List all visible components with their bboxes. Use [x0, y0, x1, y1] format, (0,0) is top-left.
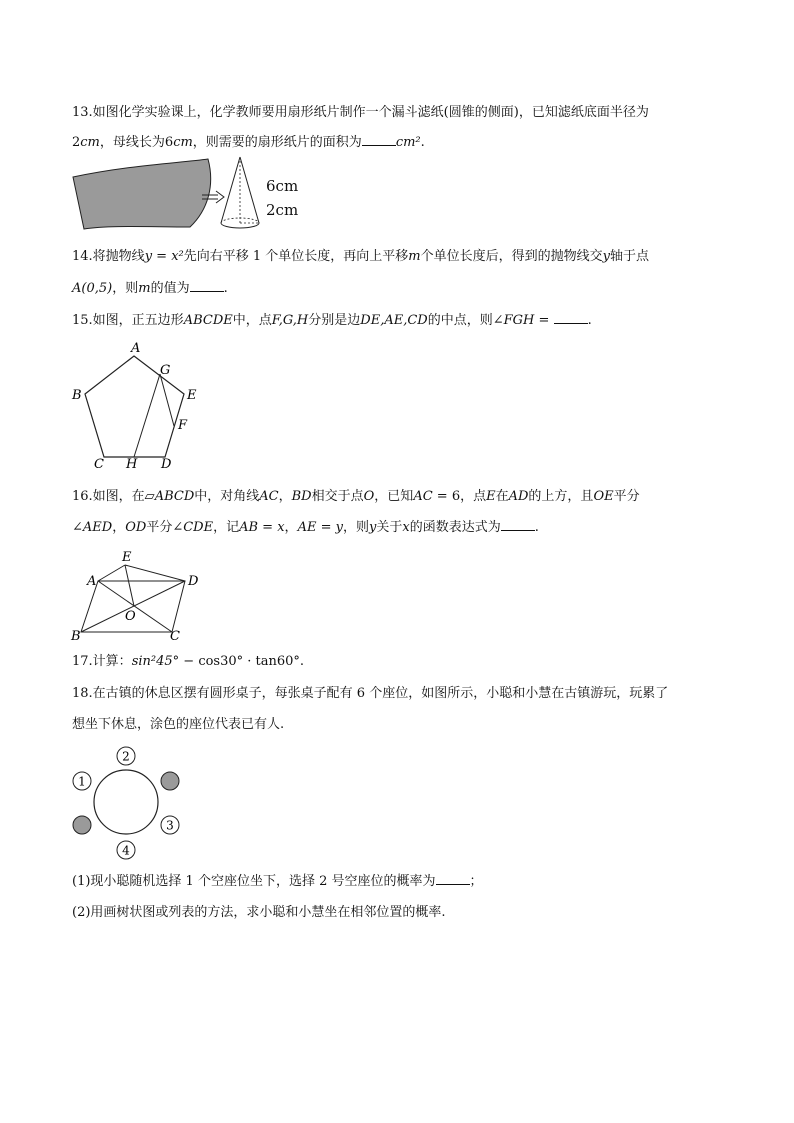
q15-angle: FGH	[503, 313, 535, 328]
seat-occupied-left	[73, 816, 91, 834]
q16-text7: 平分	[613, 489, 640, 504]
q15-text2: 中，点	[232, 313, 272, 328]
label-O: O	[125, 609, 136, 624]
q16-o: O	[363, 489, 375, 504]
q16-eq6: = 6，点	[432, 489, 487, 504]
q18-answer-blank[interactable]	[436, 872, 470, 885]
q16-angle1: ∠	[72, 520, 83, 535]
q16-text11: 关于	[376, 520, 403, 535]
q16-period: .	[534, 520, 539, 535]
q14-m2: m	[138, 281, 151, 296]
label-A: A	[87, 574, 97, 589]
q15-line1	[72, 311, 592, 331]
q15-eq: =	[534, 313, 554, 328]
q13-figure	[70, 155, 320, 235]
q14-y: y	[602, 249, 610, 264]
q16-ad: AD	[508, 489, 529, 504]
q14-text5: ，则	[112, 281, 139, 296]
q16-text3: 相交于点	[311, 489, 364, 504]
q14-line1	[72, 247, 649, 267]
q14-m: m	[408, 249, 421, 264]
q14-line2	[72, 279, 228, 299]
q18-sub1	[72, 872, 483, 892]
cone	[221, 157, 259, 228]
seat-occupied-right	[161, 772, 179, 790]
q14-period: .	[223, 281, 228, 296]
label-C: C	[170, 629, 180, 644]
q18-figure	[66, 744, 186, 864]
q16-text9: ，记	[213, 520, 240, 535]
q13-answer-blank[interactable]	[362, 133, 396, 146]
q16-ac: AC	[259, 489, 279, 504]
q15-answer-blank[interactable]	[554, 311, 588, 324]
q14-text6: 的值为	[150, 281, 190, 296]
q13-unit3: cm²	[395, 135, 421, 150]
q16-comma3: ，	[284, 520, 298, 535]
q17-line	[72, 652, 304, 672]
seat-4-label: 4	[122, 843, 130, 858]
label-D: D	[188, 574, 199, 589]
q16-text8: 平分∠	[146, 520, 184, 535]
segment-ed	[125, 565, 185, 581]
segment-ae	[98, 565, 125, 581]
q18-text1: 18.在古镇的休息区摆有圆形桌子，每张桌子配有 6 个座位，如图所示，小聪和小慧在古镇游玩，玩累了	[72, 686, 669, 701]
seat-3-label: 3	[166, 818, 174, 833]
label-E: E	[187, 388, 197, 403]
segment-eo	[125, 565, 134, 606]
q14-text4: 轴于点	[609, 249, 649, 264]
q16-ac2: AC	[413, 489, 433, 504]
q15-sides: DE,AE,CD	[360, 313, 428, 328]
q16-bd: BD	[291, 489, 312, 504]
q17-sin: sin²45°	[131, 654, 180, 669]
label-2cm: 2cm	[266, 201, 299, 219]
q14-point: A(0,5)	[72, 281, 113, 296]
q17-text1: 17.计算：	[72, 654, 132, 669]
label-F: F	[178, 418, 188, 433]
q16-x: x	[402, 520, 410, 535]
q18-sub1-text: (1)现小聪随机选择 1 个空座位坐下，选择 2 号空座位的概率为	[72, 874, 436, 889]
label-H: H	[126, 457, 138, 472]
label-C: C	[94, 457, 104, 472]
q18-text2: 想坐下休息，涂色的座位代表已有人.	[72, 717, 285, 732]
round-table	[94, 770, 158, 834]
sector-paper	[73, 159, 211, 229]
q16-y: y	[368, 520, 377, 535]
q18-sub2	[72, 903, 446, 923]
q15-pentagon: ABCDE	[183, 313, 233, 328]
label-G: G	[160, 363, 171, 378]
q13-text3: ，则需要的扇形纸片的面积为	[192, 135, 362, 150]
q16-comma2: ，	[112, 520, 126, 535]
q13-unit1: cm	[80, 135, 100, 150]
label-B: B	[72, 388, 82, 403]
q13-text2: ，母线长为	[99, 135, 165, 150]
q13-line1	[72, 103, 649, 123]
q16-figure	[68, 545, 208, 645]
q16-od: OD	[125, 520, 147, 535]
q16-line2	[72, 518, 539, 538]
q16-aey: AE = y	[297, 520, 343, 535]
q14-text1: 14.将抛物线	[72, 249, 145, 264]
q16-text6: 的上方，且	[528, 489, 594, 504]
label-A: A	[131, 341, 141, 356]
seat-1-label: 1	[78, 774, 86, 789]
q16-cde: CDE	[183, 520, 214, 535]
q16-comma1: ，	[278, 489, 292, 504]
diagonal-ac	[98, 581, 172, 632]
q16-parallelogram: ABCD	[154, 489, 195, 504]
q16-text10: ，则	[342, 520, 369, 535]
q16-text4: ，已知	[374, 489, 414, 504]
q15-text3: 分别是边	[308, 313, 361, 328]
q16-abx: AB = x	[239, 520, 285, 535]
label-6cm: 6cm	[266, 177, 299, 195]
q15-period: .	[587, 313, 592, 328]
q16-text1: 16.如图，在▱	[72, 489, 155, 504]
q16-e: E	[486, 489, 496, 504]
seat-2-label: 2	[122, 749, 130, 764]
q16-aed: AED	[82, 520, 113, 535]
label-D: D	[161, 457, 172, 472]
q13-radius-value: 2	[72, 135, 81, 150]
q13-line2	[72, 133, 425, 153]
q15-text1: 15.如图，正五边形	[72, 313, 184, 328]
q15-text4: 的中点，则∠	[427, 313, 504, 328]
q16-answer-blank[interactable]	[501, 518, 535, 531]
q17-rest: − cos30° · tan60°.	[179, 654, 305, 669]
diagonal-bd	[81, 581, 185, 632]
segment-gh	[134, 374, 160, 457]
q14-answer-blank[interactable]	[190, 279, 224, 292]
q13-unit2: cm	[173, 135, 193, 150]
q16-line1	[72, 487, 640, 507]
q18-line2	[72, 715, 284, 735]
q13-period: .	[420, 135, 425, 150]
q13-slant-value: 6	[164, 135, 174, 150]
q16-oe: OE	[593, 489, 614, 504]
q14-parabola: y = x²	[144, 249, 184, 264]
q15-points: F,G,H	[271, 313, 309, 328]
q14-text3: 个单位长度后，得到的抛物线交	[420, 249, 603, 264]
q18-sub1-end: ；	[469, 874, 483, 889]
q15-figure	[68, 340, 208, 472]
q16-text5: 在	[495, 489, 509, 504]
q18-line1	[72, 684, 668, 704]
label-E: E	[122, 550, 132, 565]
label-B: B	[71, 629, 81, 644]
q16-text2: 中，对角线	[194, 489, 260, 504]
q14-text2: 先向右平移 1 个单位长度，再向上平移	[183, 249, 409, 264]
q18-sub2-text: (2)用画树状图或列表的方法，求小聪和小慧坐在相邻位置的概率.	[72, 905, 446, 920]
q13-text1: 13.如图化学实验课上，化学教师要用扇形纸片制作一个漏斗滤纸(圆锥的侧面)，已知滤纸底面半径为	[72, 105, 649, 120]
q16-text12: 的函数表达式为	[409, 520, 501, 535]
